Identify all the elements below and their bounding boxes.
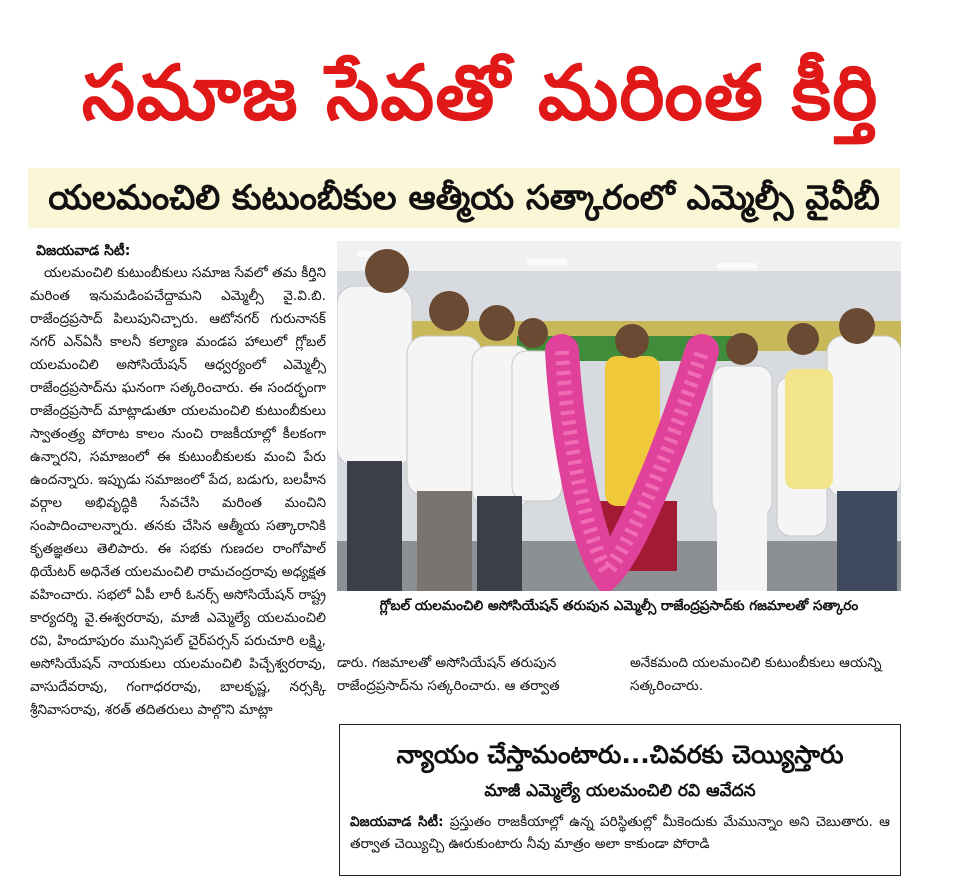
article-dateline: విజయవాడ సిటీ:	[36, 243, 131, 259]
related-story-box	[339, 724, 901, 876]
article-body: యలమంచిలి కుటుంబీకులు సమాజ సేవలో తమ కీర్తిని మరింత ఇనుమడింపచేద్దామని ఎమ్మెల్సీ వై.వి.బి. రాజేంద్రప్రసాద్ పిలుపునిచ్చారు. ఆటోనగర్ గురునానక్ నగర్ ఎన్‌ఏసీ కాలనీ కల్యాణ మండప హాలులో గ్లోబల్ యలమంచిలి అసోసియేషన్ ఆధ్వర్యంలో ఎమ్మెల్సీ రాజేంద్రప్రసాద్‌ను ఘనంగా సత్కరించారు. ఈ సందర్భంగా రాజేంద్రప్రసాద్ మాట్లాడుతూ యలమంచిలి కుటుంబీకులు స్వాతంత్ర్య పోరాట కాలం నుంచి రాజకీయాల్లో కీలకంగా ఉన్నారని, సమాజంలో ఈ కుటుంబీకులకు మంచి పేరు ఉందన్నారు. ఇప్పుడు సమాజంలో పేద, బడుగు, బలహీన వర్గాల అభివృద్ధికి సేవచేసి మరింత మంచిని సంపాదించాలన్నారు. తనకు చేసిన ఆత్మీయ సత్కారానికి కృతజ్ఞతలు తెలిపారు. ఈ సభకు గుణదల రాంగోపాల్ థియేటర్ అధినేత యలమంచిలి రామచంద్రరావు అధ్యక్షత వహించారు. సభలో ఏపీ లారీ ఓనర్స్ అసోసియేషన్ రాష్ట్ర కార్యదర్శి వై.ఈశ్వరరావు, మాజీ ఎమ్మెల్యే యలమంచిలి రవి, హిందూపురం మున్సిపల్ చైర్‌పర్సన్ పరుచూరి లక్ష్మి, అసోసియేషన్ నాయకులు యలమంచిలి పిచ్చేశ్వరరావు, వాసుదేవరావు, గంగాధరరావు, బాలకృష్ణ, నర్సక్కి శ్రీనివాసరావు, శరత్ తదితరులు పాల్గొని మాట్లా	[30, 265, 326, 718]
related-story-title: న్యాయం చేస్తామంటారు...చివరకు చెయ్యిస్తారు	[396, 740, 844, 769]
article-continuation-right: అనేకమంది యలమంచిలి కుటుంబీకులు ఆయన్ని సత్కరించారు.	[630, 655, 882, 694]
headline: సమాజ సేవతో మరింత కీర్తి	[81, 48, 879, 137]
related-story-dateline: విజయవాడ సిటీ:	[350, 814, 444, 830]
article-column	[30, 240, 326, 868]
related-story-subtitle: మాజీ ఎమ్మెల్యే యలమంచిలి రవి ఆవేదన	[484, 781, 756, 801]
news-photo	[337, 241, 901, 591]
photo-illustration	[337, 241, 901, 591]
related-story-body	[350, 811, 890, 855]
subheadline: యలమంచిలి కుటుంబీకుల ఆత్మీయ సత్కారంలో ఎమ్మెల్సీ వైవీబీ	[28, 168, 900, 228]
article-continuation-left: డారు. గజమాలతో అసోసియేషన్ తరుపున రాజేంద్రప్రసాద్‌ను సత్కరించారు. ఆ తర్వాత	[337, 655, 560, 694]
related-story-text: ప్రస్తుతం రాజకీయాల్లో ఉన్న పరిస్థితుల్లో మీకెందుకు మేమున్నాం అని చెబుతారు. ఆ తర్వాత చెయ్యిచ్చి ఊరుకుంటారు నీవు మాత్రం అలా కాకుండా పోరాడి	[350, 814, 890, 852]
photo-caption: గ్లోబల్ యలమంచిలి అసోసియేషన్ తరుపున ఎమ్మెల్సీ రాజేంద్రప్రసాద్‌కు గజమాలతో సత్కారం	[379, 598, 859, 614]
